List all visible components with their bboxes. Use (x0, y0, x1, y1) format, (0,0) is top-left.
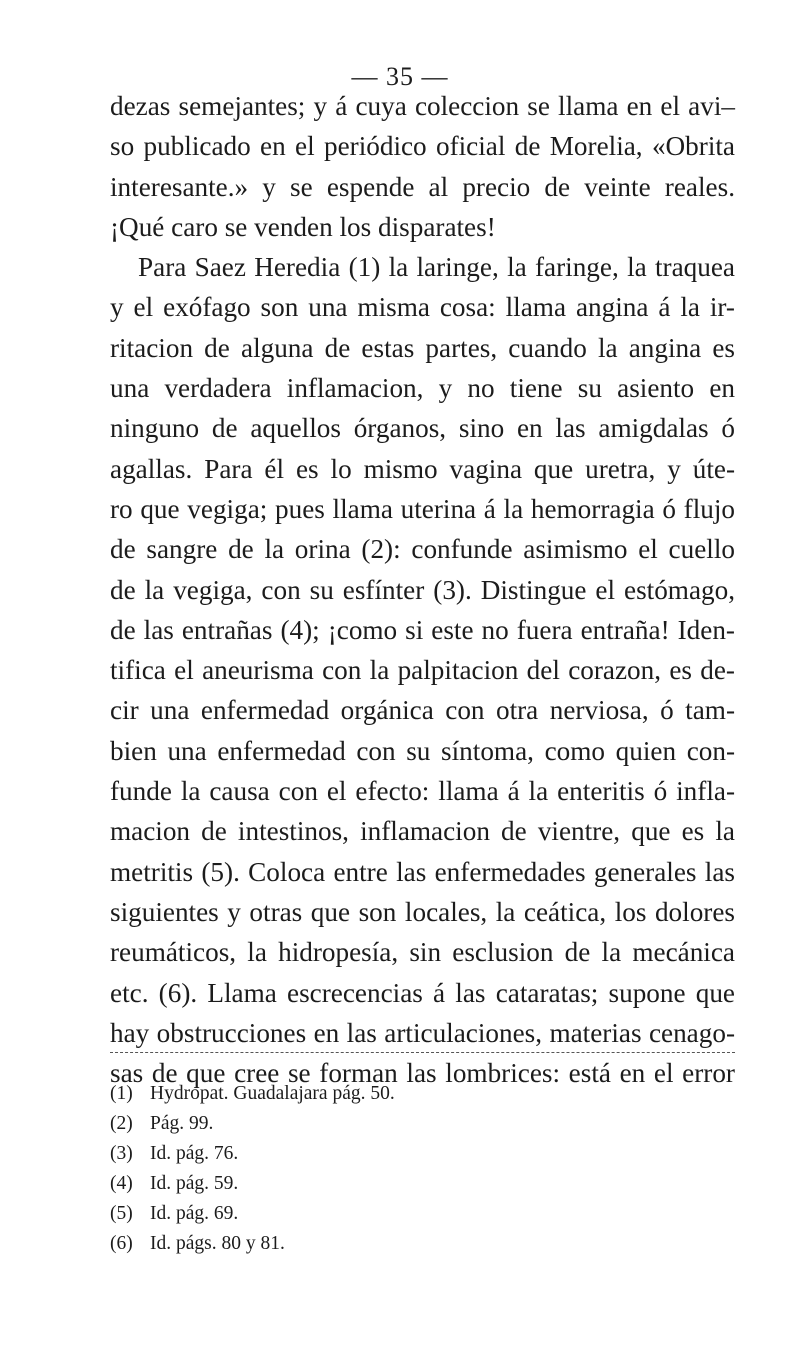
text-line: macion de intestinos, inflamacion de vientre, que es la (110, 816, 735, 847)
text-line: ¡Qué caro se venden los disparates! (110, 211, 496, 242)
footnote-text: Pág. 99. (150, 1113, 214, 1134)
footnote-mark: (2) (110, 1113, 133, 1134)
footnote-text: Id. pág. 69. (150, 1203, 239, 1224)
text-line: hay obstrucciones en las articulaciones, materias cenago- (110, 1017, 735, 1048)
text-line: de las entrañas (4); ¡como si este no fuera entraña! Iden- (110, 614, 735, 645)
text-line: una verdadera inflamacion, y no tiene su asiento en (110, 373, 735, 404)
text-line: ro que vegiga; pues llama uterina á la hemorragia ó flujo (110, 493, 735, 524)
text-line: Para Saez Heredia (1) la laringe, la faringe, la traquea (138, 252, 735, 283)
text-line: y el exófago son una misma cosa: llama angina á la ir- (110, 292, 735, 323)
text-line: de sangre de la orina (2): confunde asimismo el cuello (110, 534, 735, 565)
text-line: interesante.» y se espende al precio de veinte reales. (110, 171, 735, 202)
footnote-mark: (1) (110, 1083, 133, 1104)
footnote-mark: (3) (110, 1143, 133, 1164)
text-line: reumáticos, la hidropesía, sin esclusion de la mecánica (110, 937, 735, 968)
body-text (110, 86, 735, 1093)
footnotes (110, 1079, 730, 1259)
text-line: funde la causa con el efecto: llama á la enteritis ó infla- (110, 776, 735, 807)
footnote-text: Hydropat. Guadalajara pág. 50. (150, 1083, 395, 1104)
text-line: ninguno de aquellos órganos, sino en las amigdalas ó (110, 413, 735, 444)
footnote-mark: (5) (110, 1203, 133, 1224)
footnote-mark: (4) (110, 1173, 133, 1194)
text-line: etc. (6). Llama escrecencias á las cataratas; supone que (110, 977, 735, 1008)
text-line: ritacion de alguna de estas partes, cuando la angina es (110, 332, 735, 363)
footnote (110, 1079, 730, 1109)
footnote (110, 1229, 730, 1259)
footnote (110, 1199, 730, 1229)
footnote-divider (110, 1052, 735, 1053)
text-line: bien una enfermedad con su síntoma, como quien con- (110, 735, 735, 766)
footnote-text: Id. pág. 59. (150, 1173, 239, 1194)
footnote (110, 1109, 730, 1139)
text-line: tifica el aneurisma con la palpitacion del corazon, es de- (110, 655, 735, 686)
text-line: sas de que cree se forman las lombrices: está en el error (110, 1058, 735, 1089)
text-line: siguientes y otras que son locales, la ceática, los dolores (110, 896, 735, 927)
text-line: agallas. Para él es lo mismo vagina que uretra, y úte- (110, 453, 735, 484)
footnote-mark: (6) (110, 1233, 133, 1254)
footnote (110, 1169, 730, 1199)
footnote (110, 1139, 730, 1169)
text-line: metritis (5). Coloca entre las enfermedades generales las (110, 856, 735, 887)
text-line: de la vegiga, con su esfínter (3). Distingue el estómago, (110, 574, 735, 605)
text-line: so publicado en el periódico oficial de Morelia, «Obrita (110, 131, 735, 162)
text-line: cir una enfermedad orgánica con otra nerviosa, ó tam- (110, 695, 735, 726)
footnote-text: Id. pág. 76. (150, 1143, 239, 1164)
text-line: dezas semejantes; y á cuya coleccion se llama en el avi– (110, 91, 735, 121)
footnote-text: Id. págs. 80 y 81. (150, 1233, 285, 1254)
page-number: — 35 — (351, 62, 449, 91)
